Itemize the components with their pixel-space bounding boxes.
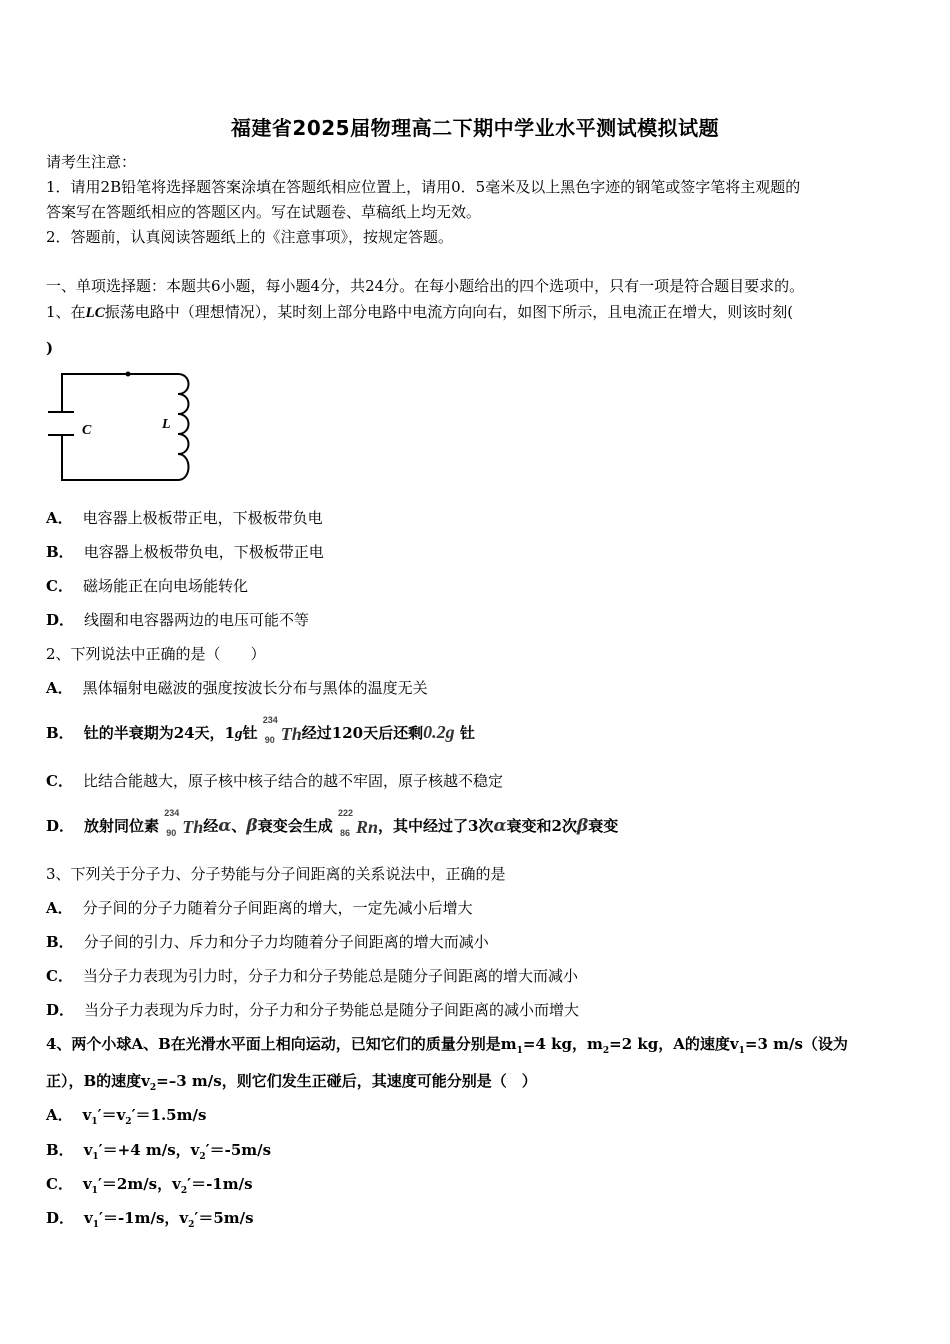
remaining-mass: 0.2g bbox=[423, 722, 455, 742]
subscript: 1 bbox=[91, 1186, 98, 1196]
nuclide-rn-222: 222 86 Rn bbox=[337, 807, 378, 838]
text-segment: v bbox=[84, 1209, 93, 1227]
option-letter: D． bbox=[46, 817, 75, 835]
text-segment: 衰变和2次 bbox=[506, 817, 577, 835]
option-text: 当分子力表现为斥力时，分子力和分子势能总是随分子间距离的减小而增大 bbox=[84, 1001, 580, 1019]
text-segment: 衰变 bbox=[588, 817, 619, 835]
option-letter: D． bbox=[46, 611, 75, 629]
option-letter: A． bbox=[46, 509, 73, 527]
nuclide-th-234: 234 90 Th bbox=[262, 714, 302, 745]
text-segment: ′＝-1m/s bbox=[187, 1175, 253, 1193]
subscript: 2 bbox=[149, 1083, 157, 1093]
subscript: 2 bbox=[188, 1220, 195, 1230]
subscript: 1 bbox=[92, 1220, 99, 1230]
q1-lc: LC bbox=[85, 305, 105, 321]
option-text: 线圈和电容器两边的电压可能不等 bbox=[84, 611, 310, 629]
q3-option-d bbox=[46, 1000, 579, 1020]
text-segment: ′＝5m/s bbox=[194, 1209, 254, 1227]
circuit-node bbox=[126, 372, 131, 377]
q1-prefix: 1、在 bbox=[46, 303, 86, 321]
question-2-stem: 2、下列说法中正确的是（ ） bbox=[46, 645, 266, 663]
text-segment: ′＝v bbox=[97, 1106, 126, 1124]
page-title: 福建省2025届物理高二下期中学业水平测试模拟试题 bbox=[230, 116, 720, 140]
option-letter: A． bbox=[46, 1106, 73, 1124]
subscript: 1 bbox=[738, 1046, 745, 1056]
q2-option-d bbox=[46, 807, 619, 838]
q1-close-paren: ) bbox=[46, 339, 54, 357]
question-4-stem-line-1 bbox=[46, 1034, 848, 1061]
subscript: 1 bbox=[516, 1046, 523, 1056]
text-segment: 放射同位素 bbox=[84, 817, 160, 835]
option-letter: C． bbox=[46, 1175, 73, 1193]
option-text: 磁场能正在向电场能转化 bbox=[82, 577, 248, 595]
option-letter: C． bbox=[46, 772, 73, 790]
inductor-label: L bbox=[162, 417, 171, 432]
option-text: 电容器上极板带正电，下极板带负电 bbox=[82, 509, 323, 527]
q1-text: 振荡电路中（理想情况），某时刻上部分电路中电流方向向右，如图下所示，且电流正在增大，则该时刻( bbox=[104, 303, 794, 321]
q1-option-d bbox=[46, 610, 309, 630]
q3-option-b bbox=[46, 932, 489, 952]
subscript: 2 bbox=[602, 1046, 610, 1056]
option-letter: A． bbox=[46, 679, 73, 697]
q4-option-d bbox=[46, 1208, 254, 1235]
subscript: 2 bbox=[125, 1117, 132, 1127]
text-segment: 经过120天后还剩 bbox=[301, 724, 424, 742]
q4-option-b bbox=[46, 1140, 271, 1167]
text-segment: 钍 bbox=[242, 724, 258, 742]
text-segment: =–3 m/s，则它们发生正碰后，其速度可能分别是（ ） bbox=[156, 1072, 537, 1090]
inductor-coil bbox=[178, 374, 189, 480]
option-letter: C． bbox=[46, 577, 73, 595]
text-segment: 正），B的速度v bbox=[46, 1072, 150, 1090]
option-letter: B． bbox=[46, 933, 74, 951]
notice-line-3: 2．答题前，认真阅读答题纸上的《注意事项》，按规定答题。 bbox=[46, 228, 454, 246]
text-segment: ′＝2m/s，v bbox=[97, 1175, 181, 1193]
q2-option-c bbox=[46, 771, 503, 791]
question-4-stem-line-2 bbox=[46, 1071, 537, 1098]
text-segment: 衰变会生成 bbox=[257, 817, 333, 835]
text-segment: 4、两个小球A、B在光滑水平面上相向运动，已知它们的质量分别是m bbox=[46, 1035, 517, 1053]
option-letter: C． bbox=[46, 967, 73, 985]
text-segment: ′＝-5m/s bbox=[205, 1141, 272, 1159]
option-text: 电容器上极板带负电，下极板带正电 bbox=[83, 543, 324, 561]
beta-symbol: β bbox=[246, 816, 258, 836]
text-segment: ′＝-1m/s，v bbox=[99, 1209, 189, 1227]
section-heading: 一、单项选择题：本题共6小题，每小题4分，共24分。在每小题给出的四个选项中，只有一项是符合题目要求的。 bbox=[46, 277, 805, 295]
text-segment: 钍 bbox=[459, 724, 475, 742]
q3-option-a bbox=[46, 898, 473, 918]
option-letter: B． bbox=[46, 724, 74, 742]
nuclide-th-234: 234 90 Th bbox=[164, 807, 204, 838]
question-3-stem: 3、下列关于分子力、分子势能与分子间距离的关系说法中，正确的是 bbox=[46, 865, 506, 883]
option-letter: B． bbox=[46, 1141, 74, 1159]
option-text: 比结合能越大，原子核中核子结合的越不牢固，原子核越不稳定 bbox=[82, 772, 503, 790]
text-segment: ′＝+4 m/s，v bbox=[98, 1141, 200, 1159]
text-segment: =4 kg，m bbox=[522, 1035, 603, 1053]
option-letter: D． bbox=[46, 1001, 75, 1019]
q2-option-a bbox=[46, 678, 428, 698]
q3-option-c bbox=[46, 966, 578, 986]
alpha-symbol: α bbox=[218, 816, 232, 836]
q4-option-a bbox=[46, 1105, 206, 1132]
beta-symbol: β bbox=[576, 816, 589, 836]
notice-line-1: 1．请用2B铅笔将选择题答案涂填在答题纸相应位置上，请用0．5毫米及以上黑色字迹的钢笔或签字笔将主观题的 bbox=[46, 178, 801, 196]
text-segment: 、 bbox=[231, 817, 247, 835]
text-segment: 钍的半衰期为24天，1 bbox=[83, 724, 235, 742]
option-text: 分子间的引力、斥力和分子力均随着分子间距离的增大而减小 bbox=[83, 933, 489, 951]
text-segment: v bbox=[82, 1175, 92, 1193]
subscript: 2 bbox=[180, 1186, 188, 1196]
alpha-symbol: α bbox=[493, 816, 507, 836]
option-text: 分子间的分子力随着分子间距离的增大，一定先减小后增大 bbox=[82, 899, 473, 917]
text-segment: 经 bbox=[203, 817, 219, 835]
subscript: 1 bbox=[92, 1152, 99, 1162]
circuit-wires bbox=[48, 374, 178, 480]
notice-heading: 请考生注意： bbox=[46, 153, 137, 171]
text-segment: v bbox=[83, 1141, 93, 1159]
lc-circuit-diagram bbox=[44, 368, 204, 486]
text-segment: v bbox=[82, 1106, 92, 1124]
capacitor-label: C bbox=[82, 423, 92, 438]
subscript: 1 bbox=[91, 1117, 98, 1127]
text-segment: ′＝1.5m/s bbox=[131, 1106, 207, 1124]
gram-unit: g bbox=[235, 726, 243, 742]
text-segment: =3 m/s（设为 bbox=[744, 1035, 848, 1053]
subscript: 2 bbox=[199, 1152, 206, 1162]
option-letter: B． bbox=[46, 543, 74, 561]
option-text: 当分子力表现为引力时，分子力和分子势能总是随分子间距离的增大而减小 bbox=[82, 967, 578, 985]
notice-line-2: 答案写在答题纸相应的答题区内。写在试题卷、草稿纸上均无效。 bbox=[46, 203, 482, 221]
q1-option-c bbox=[46, 576, 248, 596]
option-letter: D． bbox=[46, 1209, 75, 1227]
q2-option-b bbox=[46, 714, 475, 745]
text-segment: ，其中经过了3次 bbox=[377, 817, 494, 835]
q4-option-c bbox=[46, 1174, 253, 1201]
option-letter: A． bbox=[46, 899, 73, 917]
q1-option-a bbox=[46, 508, 323, 528]
question-1-stem bbox=[46, 302, 793, 323]
text-segment: =2 kg，A的速度v bbox=[609, 1035, 739, 1053]
q1-option-b bbox=[46, 542, 324, 562]
option-text: 黑体辐射电磁波的强度按波长分布与黑体的温度无关 bbox=[82, 679, 428, 697]
